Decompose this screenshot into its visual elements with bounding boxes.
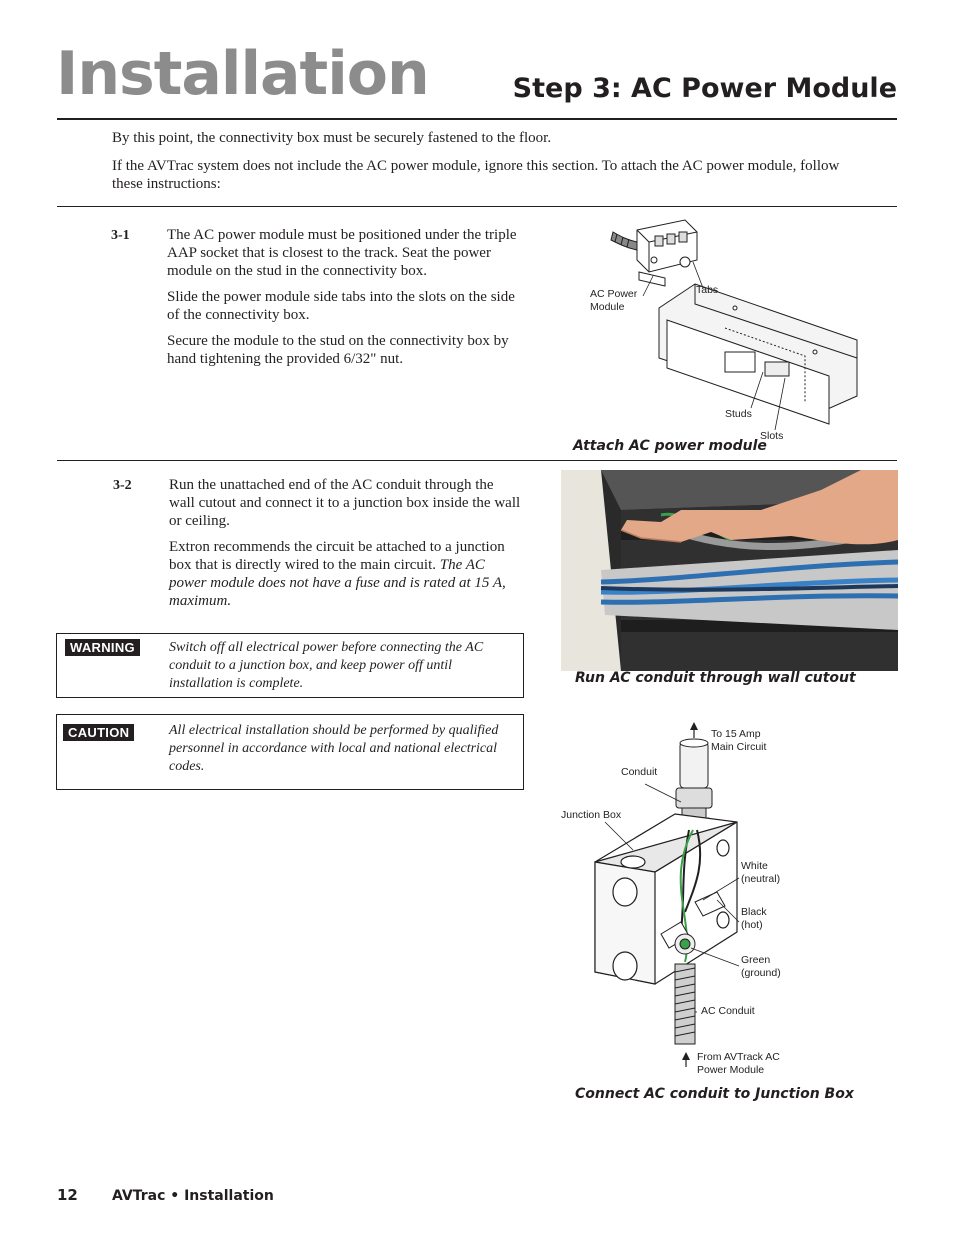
label-junction-box: Junction Box <box>561 809 622 821</box>
caution-box <box>56 714 524 790</box>
step-3-2-note: The AC power module does not have a fuse and is rated at 15 A, maximum. <box>169 557 506 609</box>
header-rule <box>57 118 897 120</box>
label-green-ground: Green (ground) <box>741 954 781 979</box>
warning-badge: WARNING <box>65 639 140 656</box>
figure-caption-junction: Connect AC conduit to Junction Box <box>575 1086 854 1102</box>
label-tabs: Tabs <box>696 284 719 296</box>
figure-caption-attach: Attach AC power module <box>573 438 767 454</box>
caution-text: All electrical installation should be performed by qualified personnel in accordance with local and national electrical codes. <box>169 723 499 774</box>
step-3-1-paragraph-3: Secure the module to the stud on the connectivity box by hand tightening the provided 6/32" nut. <box>167 333 509 367</box>
step-3-2-paragraph-2: Extron recommends the circuit be attached to a junction box that is directly wired to the main circuit. <box>169 539 505 573</box>
label-from-module: From AVTrack AC Power Module <box>697 1051 780 1076</box>
step-3-1-paragraph-2: Slide the power module side tabs into the slots on the side of the connectivity box. <box>167 289 515 323</box>
step-number-3-2: 3-2 <box>113 478 132 493</box>
label-ac-conduit: AC Conduit <box>701 1005 755 1017</box>
label-to-main-circuit: To 15 Amp Main Circuit <box>711 728 767 753</box>
step-title: Step 3: AC Power Module <box>512 73 897 104</box>
intro-paragraph-2: If the AVTrac system does not include the AC power module, ignore this section. To attach the AC power module, follow these instructions: <box>112 158 840 192</box>
intro <box>112 129 872 201</box>
step-3-1-text <box>167 226 519 376</box>
label-slots: Slots <box>760 430 784 442</box>
divider-2 <box>57 460 897 461</box>
warning-box <box>56 633 524 698</box>
warning-text: Switch off all electrical power before connecting the AC conduit to a junction box, and keep power off until installation is complete. <box>169 640 484 691</box>
intro-paragraph-1: By this point, the connectivity box must be securely fastened to the floor. <box>112 130 552 146</box>
label-conduit: Conduit <box>621 766 658 778</box>
label-ac-power-module: AC Power Module <box>590 288 638 313</box>
divider-1 <box>57 206 897 207</box>
page-number: 12 <box>57 1186 78 1204</box>
section-title: Installation <box>56 39 429 109</box>
step-3-2-text <box>169 476 521 610</box>
label-white-neutral: White (neutral) <box>741 860 781 885</box>
step-number-3-1: 3-1 <box>111 228 130 243</box>
step-3-1-paragraph-1: The AC power module must be positioned under the triple AAP socket that is closest to the track. Seat the power module on the stud in the connectivity box. <box>167 227 517 279</box>
caution-badge: CAUTION <box>63 724 134 741</box>
footer-text: AVTrac • Installation <box>112 1188 274 1204</box>
junction-box-diagram <box>585 722 785 1067</box>
photo-caption: Run AC conduit through wall cutout <box>575 670 856 686</box>
label-black-hot: Black (hot) <box>741 906 767 931</box>
step-3-2-paragraph-1: Run the unattached end of the AC conduit through the wall cutout and connect it to a junction box inside the wall or ceiling. <box>169 477 521 529</box>
wall-cutout-photo <box>561 470 898 671</box>
label-studs: Studs <box>725 408 752 420</box>
